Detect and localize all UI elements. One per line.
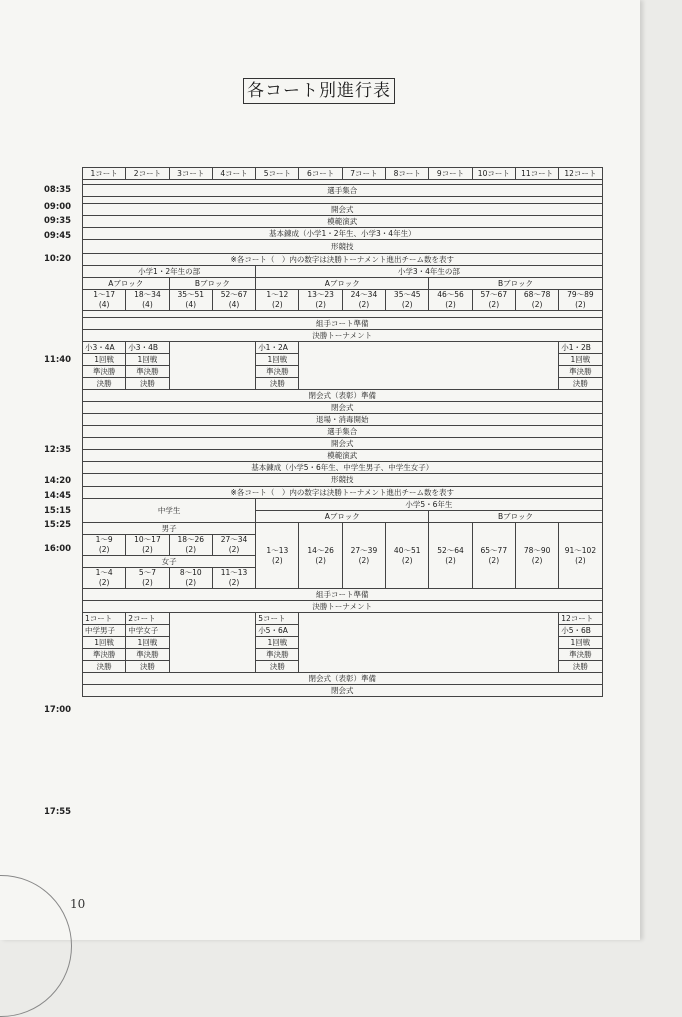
schedule-event: 閉会式 — [83, 402, 603, 414]
court-header-row — [83, 168, 603, 180]
schedule-event: 基本錬成（小学1・2年生、小学3・4年生） — [83, 228, 603, 240]
time-label: 10:20 — [44, 254, 72, 264]
entry-range-cell: 1〜4 (2) — [83, 568, 126, 589]
court-header: 4コート — [212, 168, 255, 180]
block-header: Bブロック — [169, 278, 256, 290]
division-header: 小学1・2年生の部 — [83, 266, 256, 278]
round-cell: 1回戦 — [256, 637, 299, 649]
schedule-note: ※各コート（ ）内の数字は決勝トーナメント進出チーム数を表す — [83, 487, 603, 499]
division-header: 小学3・4年生の部 — [256, 266, 602, 278]
schedule-event: 組手コート準備 — [83, 318, 603, 330]
court-header: 2コート — [126, 168, 169, 180]
entry-range-cell: 27〜39 (2) — [342, 523, 385, 589]
gender-header: 男子 — [83, 523, 256, 535]
final-division: 中学女子 — [126, 625, 169, 637]
round-cell: 準決勝 — [126, 366, 169, 378]
round-cell: 準決勝 — [126, 649, 169, 661]
time-label: 14:45 — [44, 491, 72, 501]
schedule-event: 形競技 — [83, 474, 603, 487]
court-header: 8コート — [386, 168, 429, 180]
time-label: 09:45 — [44, 231, 72, 241]
schedule-event: 決勝トーナメント — [83, 601, 603, 613]
schedule-event: 閉会式（表彰）準備 — [83, 390, 603, 402]
round-cell: 決勝 — [126, 378, 169, 390]
time-label: 15:15 — [44, 506, 72, 516]
block-header: Bブロック — [429, 278, 602, 290]
page-title: 各コート別進行表 — [243, 78, 395, 104]
entry-range-cell: 40〜51 (2) — [386, 523, 429, 589]
entry-range-cell: 24〜34 (2) — [342, 290, 385, 311]
entry-range-cell: 13〜23 (2) — [299, 290, 342, 311]
time-label: 11:40 — [44, 355, 72, 365]
schedule-event: 閉会式（表彰）準備 — [83, 673, 603, 685]
division-header: 中学生 — [83, 499, 256, 523]
schedule-event: 形競技 — [83, 240, 603, 254]
round-cell: 準決勝 — [256, 649, 299, 661]
schedule-event: 開会式 — [83, 204, 603, 216]
entry-range-cell: 14〜26 (2) — [299, 523, 342, 589]
schedule-table — [82, 167, 603, 697]
time-label: 17:55 — [44, 807, 72, 817]
court-header: 5コート — [256, 168, 299, 180]
final-court-head: 小1・2B — [559, 342, 602, 354]
round-cell: 準決勝 — [559, 649, 602, 661]
block-header: Aブロック — [256, 278, 429, 290]
entry-range-cell: 68〜78 (2) — [515, 290, 558, 311]
final-court-head: 12コート — [559, 613, 602, 625]
entry-range-cell: 46〜56 (2) — [429, 290, 472, 311]
round-cell: 1回戦 — [126, 637, 169, 649]
entry-range-cell: 79〜89 (2) — [559, 290, 602, 311]
entry-range-cell: 91〜102 (2) — [559, 523, 602, 589]
binding-mark — [0, 875, 72, 1017]
entry-range-cell: 35〜45 (2) — [386, 290, 429, 311]
time-label: 14:20 — [44, 476, 72, 486]
block-header: Aブロック — [256, 511, 429, 523]
division-header: 小学5・6年生 — [256, 499, 602, 511]
entry-range-cell: 8〜10 (2) — [169, 568, 212, 589]
entry-range-cell: 10〜17 (2) — [126, 535, 169, 556]
round-cell: 1回戦 — [559, 354, 602, 366]
time-label: 16:00 — [44, 544, 72, 554]
court-header: 11コート — [515, 168, 558, 180]
schedule-event: 開会式 — [83, 438, 603, 450]
court-header: 1コート — [83, 168, 126, 180]
schedule-event: 模範演武 — [83, 216, 603, 228]
final-court-head: 小3・4A — [83, 342, 126, 354]
schedule-event: 基本錬成（小学5・6年生、中学生男子、中学生女子） — [83, 462, 603, 474]
entry-range-cell: 52〜64 (2) — [429, 523, 472, 589]
round-cell: 1回戦 — [83, 637, 126, 649]
entry-range-cell: 1〜9 (2) — [83, 535, 126, 556]
block-header: Aブロック — [83, 278, 170, 290]
entry-range-cell: 18〜34 (4) — [126, 290, 169, 311]
court-header: 6コート — [299, 168, 342, 180]
entry-range-cell: 11〜13 (2) — [212, 568, 255, 589]
round-cell: 準決勝 — [256, 366, 299, 378]
schedule-event: 閉会式 — [83, 685, 603, 697]
schedule-event: 組手コート準備 — [83, 589, 603, 601]
entry-range-cell: 35〜51 (4) — [169, 290, 212, 311]
time-label: 17:00 — [44, 705, 72, 715]
court-header: 10コート — [472, 168, 515, 180]
court-header: 9コート — [429, 168, 472, 180]
round-cell: 決勝 — [256, 378, 299, 390]
schedule-note: ※各コート（ ）内の数字は決勝トーナメント進出チーム数を表す — [83, 254, 603, 266]
schedule-event: 選手集合 — [83, 185, 603, 197]
final-court-head: 小3・4B — [126, 342, 169, 354]
entry-range-cell: 52〜67 (4) — [212, 290, 255, 311]
entry-range-cell: 1〜13 (2) — [256, 523, 299, 589]
block-header: Bブロック — [429, 511, 602, 523]
round-cell: 決勝 — [83, 661, 126, 673]
entry-range-cell: 65〜77 (2) — [472, 523, 515, 589]
spacer-row — [83, 197, 603, 204]
court-header: 7コート — [342, 168, 385, 180]
final-division: 小5・6B — [559, 625, 602, 637]
round-cell: 準決勝 — [559, 366, 602, 378]
entry-range-cell: 1〜12 (2) — [256, 290, 299, 311]
final-court-head: 小1・2A — [256, 342, 299, 354]
entry-range-cell: 18〜26 (2) — [169, 535, 212, 556]
court-header: 3コート — [169, 168, 212, 180]
round-cell: 1回戦 — [559, 637, 602, 649]
round-cell: 決勝 — [83, 378, 126, 390]
entry-range-cell: 5〜7 (2) — [126, 568, 169, 589]
round-cell: 決勝 — [256, 661, 299, 673]
time-label: 08:35 — [44, 185, 72, 195]
time-label: 09:35 — [44, 216, 72, 226]
final-court-head: 2コート — [126, 613, 169, 625]
page-number: 10 — [70, 897, 86, 911]
round-cell: 1回戦 — [83, 354, 126, 366]
time-label: 12:35 — [44, 445, 72, 455]
final-court-head: 5コート — [256, 613, 299, 625]
spacer-row — [83, 311, 603, 318]
time-label: 09:00 — [44, 202, 72, 212]
final-division: 中学男子 — [83, 625, 126, 637]
entry-range-cell: 1〜17 (4) — [83, 290, 126, 311]
schedule-event: 退場・消毒開始 — [83, 414, 603, 426]
round-cell: 決勝 — [559, 661, 602, 673]
schedule-event: 模範演武 — [83, 450, 603, 462]
round-cell: 決勝 — [559, 378, 602, 390]
final-division: 小5・6A — [256, 625, 299, 637]
time-label: 15:25 — [44, 520, 72, 530]
round-cell: 1回戦 — [126, 354, 169, 366]
round-cell: 1回戦 — [256, 354, 299, 366]
final-court-head: 1コート — [83, 613, 126, 625]
entry-range-cell: 57〜67 (2) — [472, 290, 515, 311]
round-cell: 準決勝 — [83, 649, 126, 661]
gender-header: 女子 — [83, 556, 256, 568]
entry-range-cell: 78〜90 (2) — [515, 523, 558, 589]
entry-range-cell: 27〜34 (2) — [212, 535, 255, 556]
schedule-event: 選手集合 — [83, 426, 603, 438]
round-cell: 決勝 — [126, 661, 169, 673]
schedule-event: 決勝トーナメント — [83, 330, 603, 342]
round-cell: 準決勝 — [83, 366, 126, 378]
court-header: 12コート — [559, 168, 602, 180]
